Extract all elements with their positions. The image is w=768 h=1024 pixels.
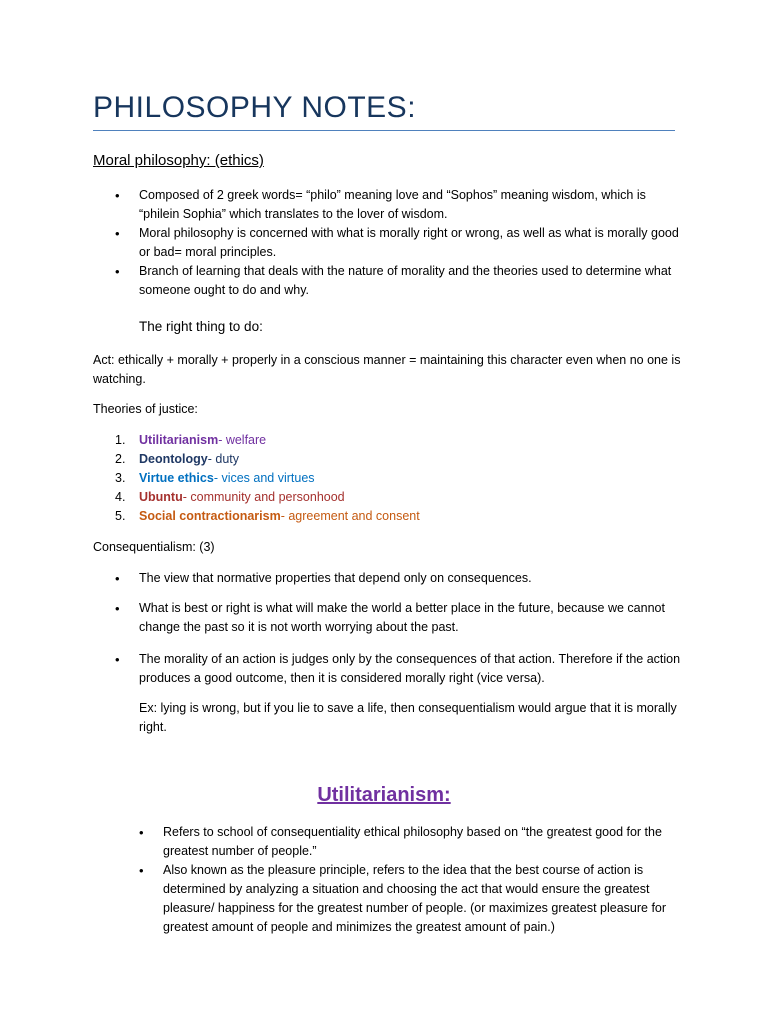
- theory-text: Social contractionarism- agreement and consent: [139, 509, 420, 523]
- list-item: • Refers to school of consequentiality ethical philosophy based on “the greatest good for the greatest number of people.”: [139, 825, 662, 858]
- list-item: • What is best or right is what will make the world a better place in the future, because we cannot change the past so it is not worth worrying about the past.: [115, 601, 665, 634]
- intro-bullet-list: [93, 186, 683, 300]
- act-paragraph: Act: ethically + morally + properly in a conscious manner = maintaining this character even when no one is watching.: [93, 353, 681, 386]
- theory-text: Deontology- duty: [139, 452, 240, 466]
- theories-label: Theories of justice:: [93, 402, 198, 416]
- bullet-icon: •: [139, 825, 144, 840]
- theory-item-utilitarianism: 1. Utilitarianism- welfare: [115, 433, 267, 447]
- right-thing-heading: The right thing to do:: [139, 319, 263, 334]
- theory-item-virtue-ethics: 3. Virtue ethics- vices and virtues: [115, 471, 315, 485]
- theory-text: Virtue ethics- vices and virtues: [139, 471, 315, 485]
- consequentialism-bullet-list-3: [93, 650, 683, 688]
- list-item: • Composed of 2 greek words= “philo” meaning love and “Sophos” meaning wisdom, which is “philein Sophia” which translates to the lover of wisdom.: [115, 188, 646, 221]
- theory-item-ubuntu: 4. Ubuntu- community and personhood: [115, 490, 345, 504]
- list-item: • The morality of an action is judges only by the consequences of that action. Therefore if the action produces a good outcome, then it is considered morally right (vice versa).: [115, 652, 681, 685]
- bullet-icon: •: [115, 601, 120, 616]
- bullet-icon: •: [139, 863, 144, 878]
- page-title: PHILOSOPHY NOTES:: [93, 91, 417, 124]
- utilitarianism-bullet-list: [117, 823, 683, 937]
- bullet-icon: •: [115, 264, 120, 279]
- theory-text: Utilitarianism- welfare: [139, 433, 267, 447]
- consequentialism-bullet-list: [93, 569, 683, 588]
- section-subheading: Moral philosophy: (ethics): [93, 152, 264, 169]
- consequentialism-bullet-list-2: [93, 599, 683, 637]
- theory-item-social-contractionarism: 5. Social contractionarism- agreement and consent: [115, 509, 420, 523]
- consequentialism-label: Consequentialism: (3): [93, 540, 215, 554]
- theory-text: Ubuntu- community and personhood: [139, 490, 345, 504]
- bullet-icon: •: [115, 652, 120, 667]
- bullet-icon: •: [115, 188, 120, 203]
- title-underline-rule: [93, 130, 675, 131]
- theory-item-deontology: 2. Deontology- duty: [115, 452, 240, 466]
- list-item: • The view that normative properties that depend only on consequences.: [115, 571, 532, 586]
- bullet-icon: •: [115, 571, 120, 586]
- list-item: • Also known as the pleasure principle, refers to the idea that the best course of action is determined by analyzing a situation and choosing the act that would ensure the greatest pleasure/ happiness for the greatest number of people. (or maximizes greatest pleasure for greatest amount of people and minimizes the greatest amount of pain.): [139, 863, 667, 934]
- theories-list: [93, 431, 420, 526]
- list-item: • Branch of learning that deals with the nature of morality and the theories used to determine what someone ought to do and why.: [115, 264, 672, 297]
- example-paragraph: Ex: lying is wrong, but if you lie to save a life, then consequentialism would argue that it is morally right.: [139, 701, 677, 734]
- bullet-icon: •: [115, 226, 120, 241]
- utilitarianism-heading: Utilitarianism:: [317, 784, 451, 806]
- list-item: • Moral philosophy is concerned with what is morally right or wrong, as well as what is morally good or bad= moral principles.: [115, 226, 679, 259]
